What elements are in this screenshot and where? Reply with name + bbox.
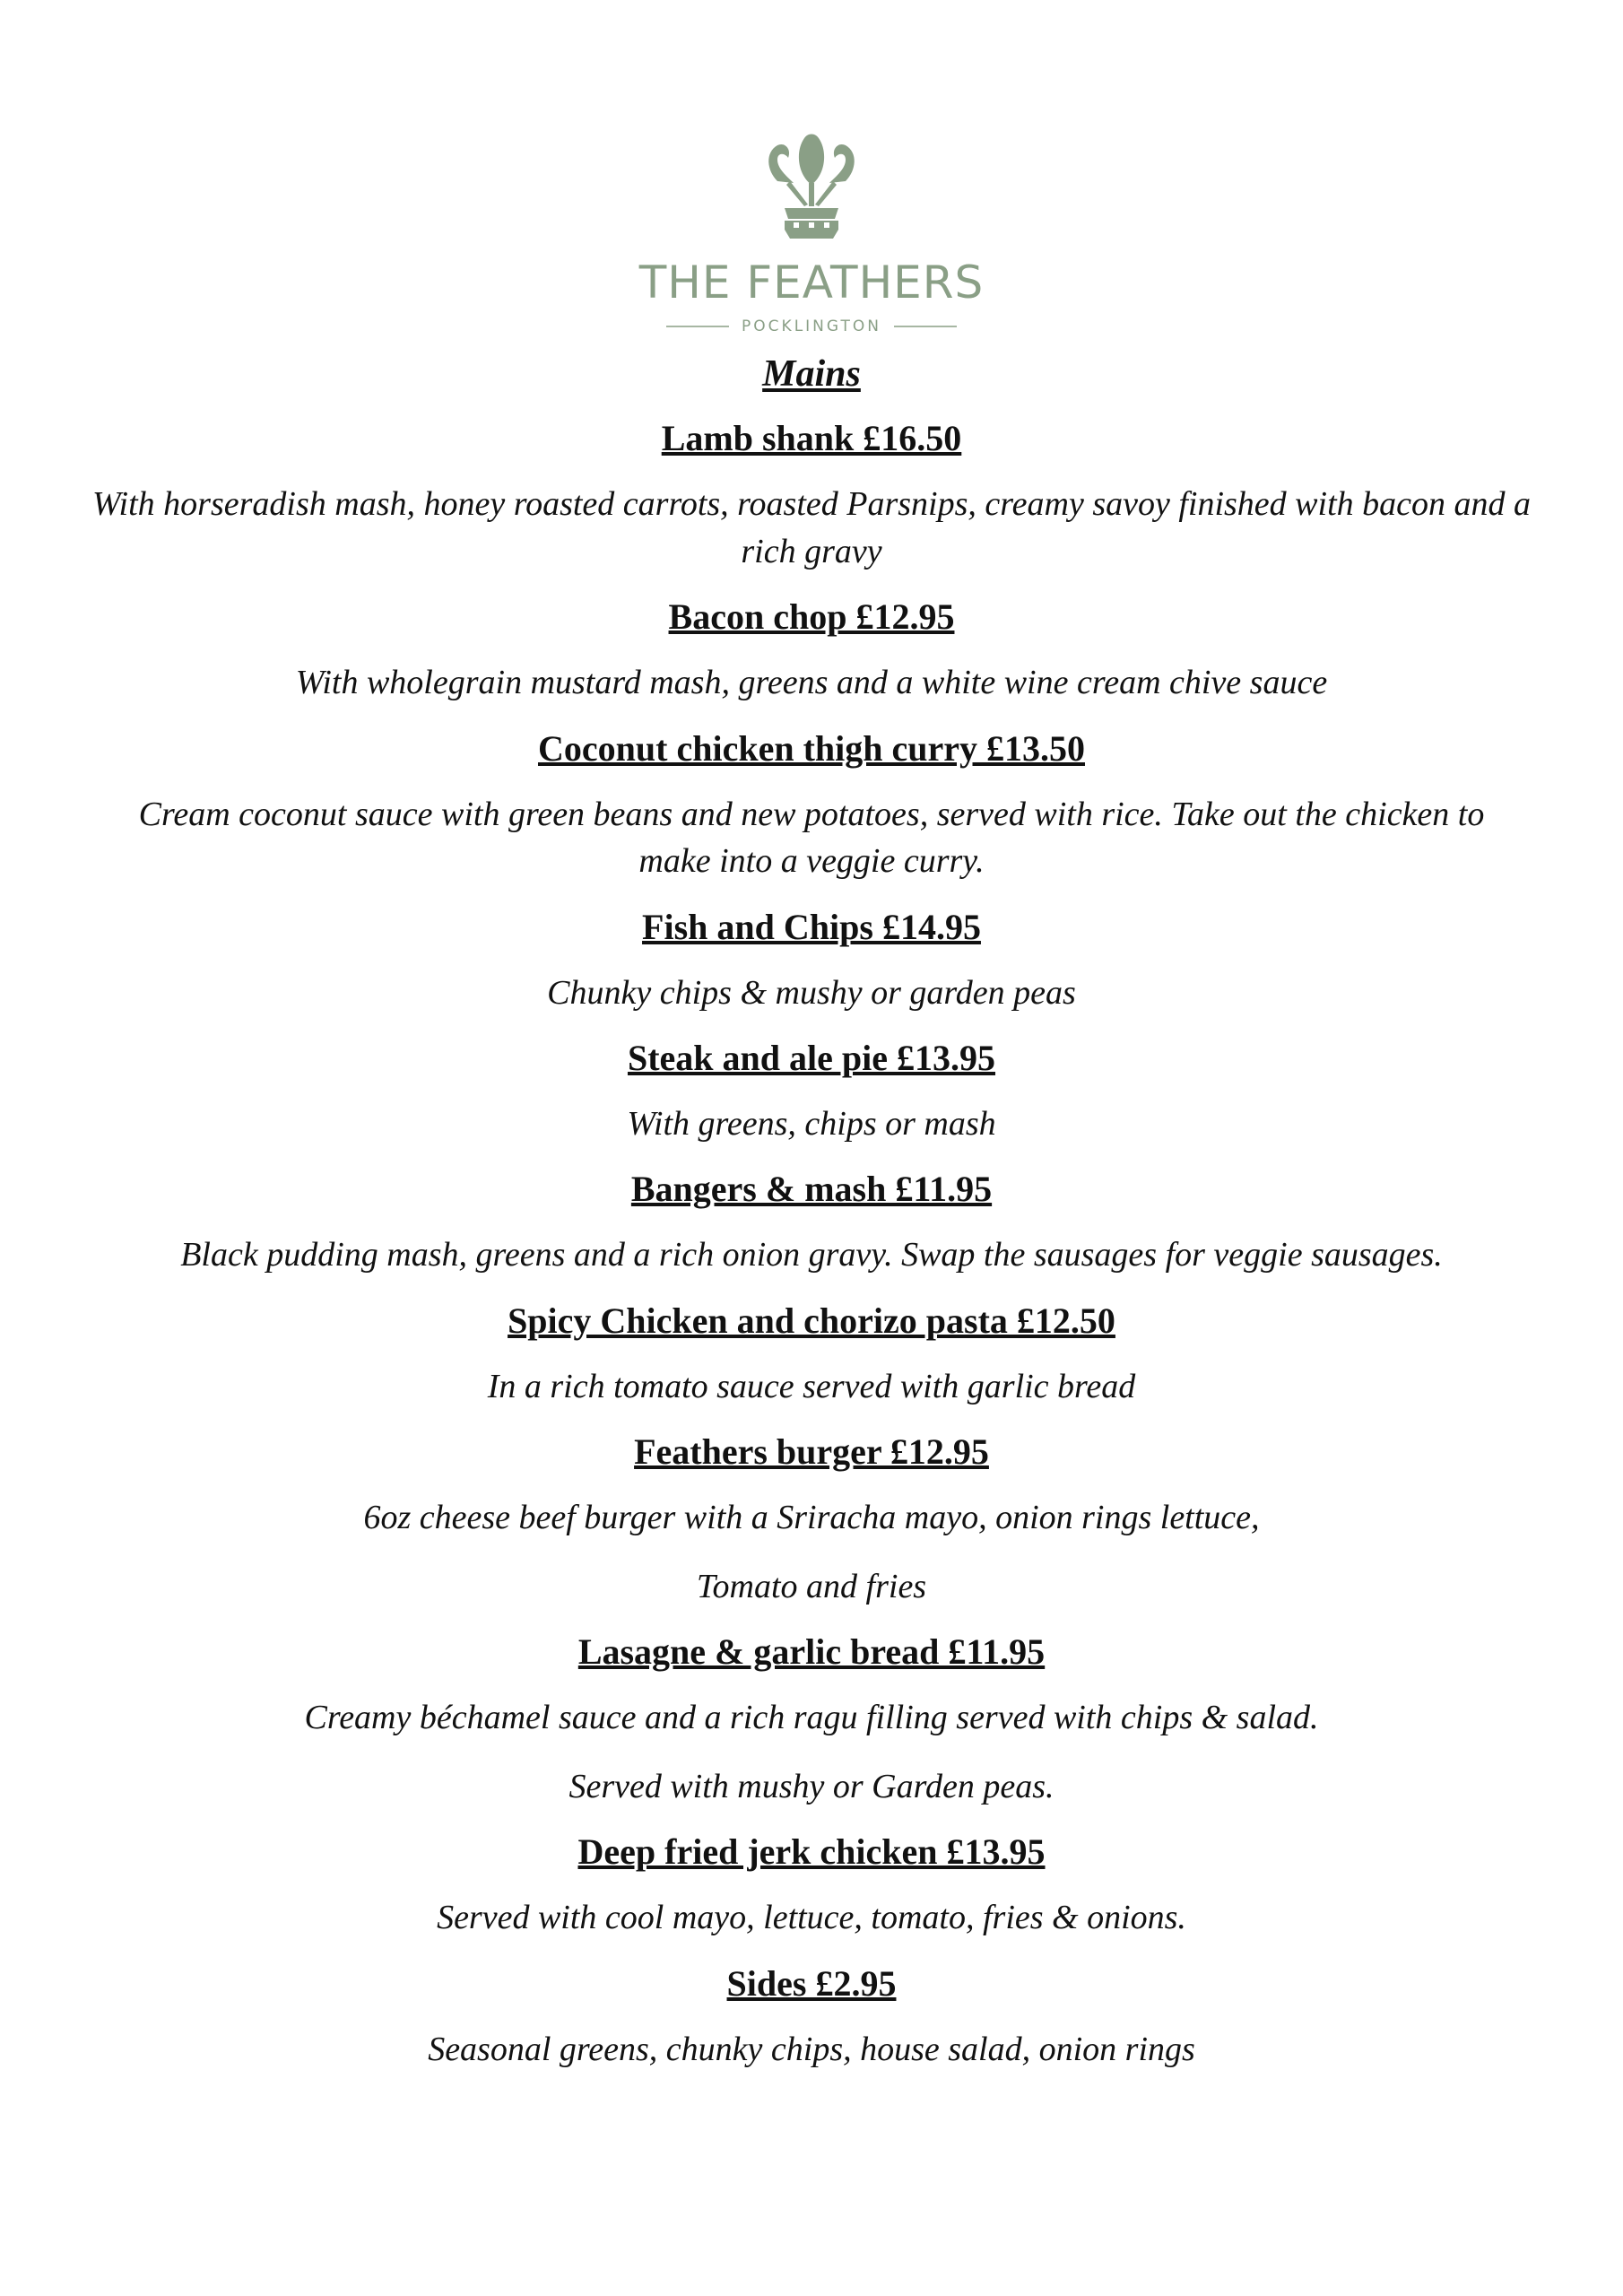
desc-line: Served with cool mayo, lettuce, tomato, fries & onions.	[437, 1899, 1186, 1937]
desc-line: Tomato and fries	[696, 1567, 927, 1605]
desc-line: In a rich tomato sauce served with garlic bread	[487, 1367, 1136, 1405]
item-desc-jerk-chicken	[90, 1894, 1533, 1941]
desc-line: 6oz cheese beef burger with a Sriracha mayo, onion rings lettuce,	[363, 1499, 1260, 1537]
brand-location-line	[0, 317, 1623, 335]
desc-line: Seasonal greens, chunky chips, house salad, onion rings	[428, 2030, 1195, 2068]
item-title-fish-and-chips: Fish and Chips £14.95	[642, 906, 981, 947]
desc-line: Cream coconut sauce with green beans and new potatoes, served with rice. Take out the chicken to make into a veggie curry.	[138, 795, 1485, 881]
item-title-jerk-chicken: Deep fried jerk chicken £13.95	[577, 1831, 1046, 1873]
item-desc-lamb-shank	[90, 481, 1533, 575]
item-title-feathers-burger: Feathers burger £12.95	[634, 1431, 989, 1473]
item-desc-sides	[90, 2026, 1533, 2073]
desc-line: Chunky chips & mushy or garden peas	[547, 973, 1076, 1012]
brand-name: THE FEATHERS	[638, 257, 985, 309]
divider-left	[666, 326, 729, 327]
desc-line: With wholegrain mustard mash, greens and a white wine cream chive sauce	[295, 664, 1328, 702]
item-desc-steak-ale-pie	[90, 1100, 1533, 1147]
mains-menu	[90, 352, 1533, 2092]
desc-line: Served with mushy or Garden peas.	[568, 1767, 1055, 1805]
item-desc-bangers-mash	[90, 1231, 1533, 1278]
prince-of-wales-feathers-icon	[758, 126, 865, 242]
item-desc-coconut-curry	[90, 791, 1533, 885]
item-desc-fish-and-chips	[90, 970, 1533, 1016]
brand-logo	[0, 126, 1623, 335]
item-desc-chorizo-pasta	[90, 1363, 1533, 1410]
item-title-coconut-curry: Coconut chicken thigh curry £13.50	[538, 727, 1085, 769]
brand-location: POCKLINGTON	[742, 317, 881, 335]
section-title: Mains	[762, 353, 861, 395]
item-title-lamb-shank: Lamb shank £16.50	[661, 418, 962, 459]
item-desc-feathers-burger	[90, 1494, 1533, 1610]
item-title-bangers-mash: Bangers & mash £11.95	[630, 1169, 993, 1210]
desc-line: Black pudding mash, greens and a rich onion gravy. Swap the sausages for veggie sausages.	[180, 1236, 1443, 1274]
item-desc-lasagne	[90, 1694, 1533, 1810]
item-title-steak-ale-pie: Steak and ale pie £13.95	[627, 1038, 996, 1079]
item-title-lasagne: Lasagne & garlic bread £11.95	[577, 1631, 1046, 1673]
item-desc-bacon-chop	[90, 659, 1533, 706]
divider-right	[894, 326, 957, 327]
item-title-sides: Sides £2.95	[726, 1962, 897, 2004]
item-title-chorizo-pasta: Spicy Chicken and chorizo pasta £12.50	[508, 1300, 1115, 1341]
desc-line: Creamy béchamel sauce and a rich ragu filling served with chips & salad.	[304, 1699, 1319, 1737]
desc-line: With greens, chips or mash	[627, 1105, 996, 1144]
item-title-bacon-chop: Bacon chop £12.95	[668, 596, 955, 638]
desc-line: With horseradish mash, honey roasted carrots, roasted Parsnips, creamy savoy finished with bacon and a rich gravy	[92, 485, 1531, 570]
